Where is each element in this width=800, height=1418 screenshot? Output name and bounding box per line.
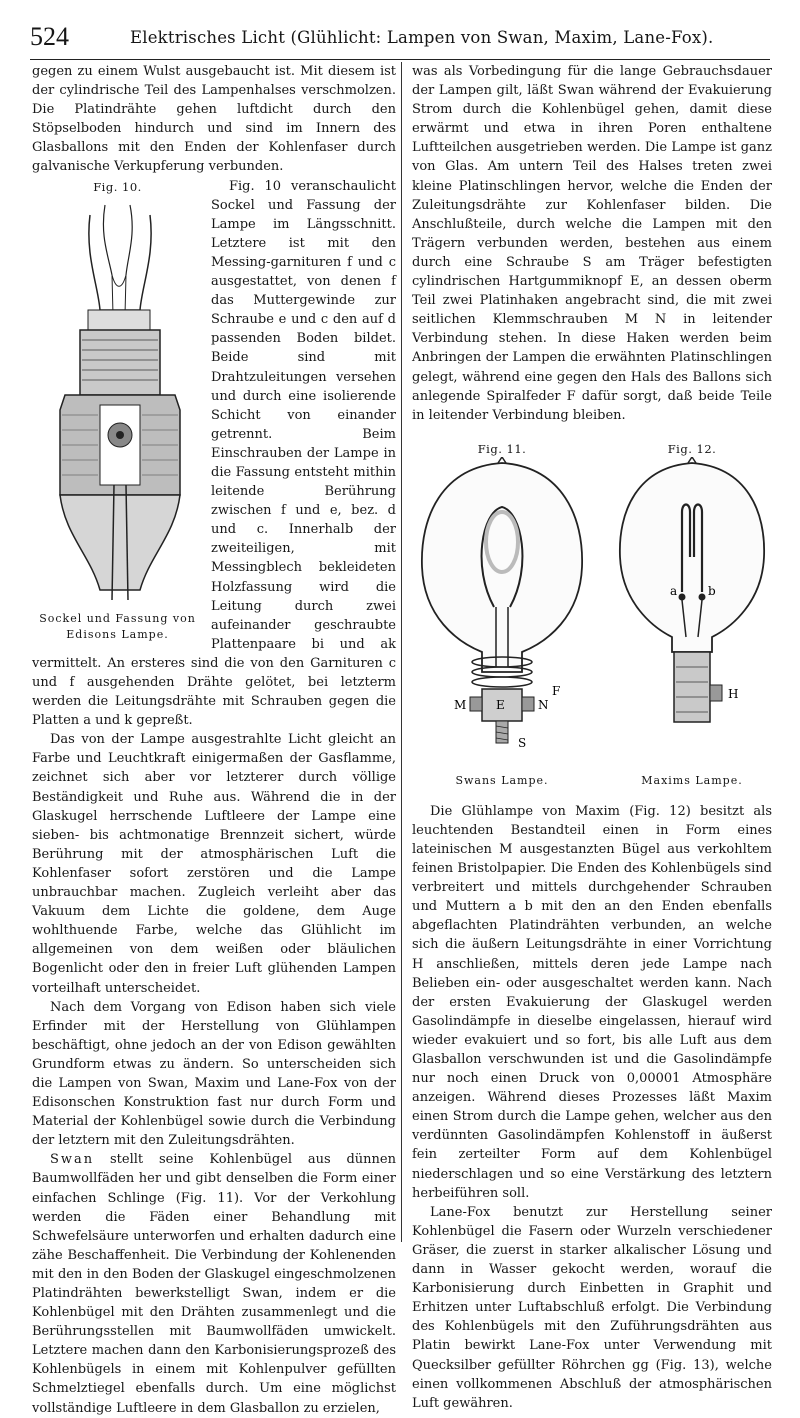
fig12-letter-H: H [728, 686, 739, 701]
right-column [412, 62, 772, 1413]
figure-11-label: Fig. 11. [477, 441, 527, 456]
left-paragraph-3: Das von der Lampe ausgestrahlte Licht gleicht an Farbe und Leuchtkraft einigermaßen der Gasflamme, zeichnet sich aber vor letzterer durch völlige Beständigkeit und Ruhe aus. Während die in der Glaskugel herrschende Luftleere der Lampe eine sieben- bis achtmonatige Brennzeit sichert, würde Berührung mit der atmosphärischen Luft die Kohlenfaser sofort zerstören und die Lampe unbrauchbar machen. Zugleich verleiht aber das Vakuum dem Lichte die goldene, dem Auge wohlthuende Farbe, welche das Glühlicht im allgemeinen von dem weißen oder bläulichen Bogenlicht oder den in freier Luft glühenden Lampen vorteilhaft unterscheidet. [32, 732, 396, 996]
fig11-letter-M: M [454, 697, 467, 712]
header-rule [30, 59, 770, 60]
left-paragraph-4: Nach dem Vorgang von Edison haben sich viele Erfinder mit der Herstellung von Glühlampen beschäftigt, ohne jedoch an der von Edison gewählten Grundform etwas zu ändern. So unterscheiden sich die Lampen von Swan, Maxim und Lane-Fox von der Edisonschen Konstruktion fast nur durch Form und Material der Kohlenbügel sowie durch die Verbindung der letztern mit den Zuleitungsdrähten. [32, 999, 396, 1149]
fig12-letter-b: b [708, 583, 716, 598]
figure-12 [612, 441, 772, 796]
figure-10-caption: Sockel und Fassung von Edisons Lampe. [39, 611, 196, 641]
swan-name: Swan [50, 1152, 95, 1168]
figure-10-illustration [30, 195, 205, 605]
column-divider [401, 62, 402, 1242]
figure-11 [412, 441, 592, 796]
figure-11-illustration [412, 457, 592, 767]
left-column [32, 62, 396, 1418]
right-paragraph-3: Lane-Fox benutzt zur Herstellung seiner Kohlenbügel die Fasern oder Wurzeln verschiedener Gräser, die zuerst in starker alkalischer Lösung und dann in Wasser gekocht werden, worauf die Karbonisierung durch Einbetten in Graphit und Erhitzen unter Luftabschluß erfolgt. Die Verbindung des Kohlenbügels mit den Zuführungsdrähten aus Platin bewirkt Lane-Fox unter Verwendung mit Quecksilber gefüllter Röhrchen gg (Fig. 13), welche einen vollkommenen Abschluß der atmosphärischen Luft gewähren. [412, 1204, 772, 1411]
figure-12-illustration [612, 457, 772, 767]
left-paragraph-1: gegen zu einem Wulst ausgebaucht ist. Mit diesem ist der cylindrische Teil des Lampenhalses verschmolzen. Die Platindrähte gehen luftdicht durch den Stöpselboden hindurch und sind im Innern des Glasballons mit den Enden der Kohlenfaser durch galvanische Verkupferung verbunden. [32, 64, 396, 175]
fig11-letter-E: E [496, 697, 505, 712]
figures-11-12 [412, 441, 772, 796]
page-number: 524 [30, 22, 69, 51]
fig12-letter-a: a [670, 583, 678, 598]
figure-12-caption: Maxims Lampe. [641, 773, 743, 787]
figure-10 [30, 179, 205, 651]
fig11-letter-F: F [552, 683, 561, 698]
fig11-letter-N: N [538, 697, 549, 712]
left-paragraph-2: Fig. 10 veranschaulicht Sockel und Fassung der Lampe im Längsschnitt. Letztere ist mit den Messing-garnituren f und c ausgestattet, von denen f das Muttergewinde zur Schraube e und c den auf d passenden Boden bildet. Beide sind mit Drahtzuleitungen versehen und durch eine isolierende Schicht von einander getrennt. Beim Einschrauben der Lampe in die Fassung entsteht mithin leitende Berührung zwischen f und e, bez. d und c. Innerhalb der zweiteiligen, mit Messingblech bekleideten Holzfassung wird die Leitung durch zwei aufeinander geschraubte Plattenpaare bi und ak vermittelt. An ersteres sind die von den Garnituren c und f ausgehenden Drähte gelötet, bei letzterm werden die Leitungsdrähte mit Schrauben gegen die Platten a und k gepreßt. [32, 178, 396, 729]
figure-12-label: Fig. 12. [667, 441, 717, 456]
fig11-letter-S: S [518, 735, 527, 750]
figure-11-caption: Swans Lampe. [455, 773, 549, 787]
figure-10-label: Fig. 10. [93, 179, 142, 194]
right-paragraph-1: was als Vorbedingung für die lange Gebrauchsdauer der Lampen gilt, läßt Swan während der Evakuierung Strom durch die Kohlenbügel gehen, damit diese erwärmt und etwa in ihren Poren enthaltene Luftteilchen ausgetrieben werden. Die Lampe ist ganz von Glas. Am untern Teil des Halses treten zwei kleine Platinschlingen hervor, welche die Enden der Zuleitungsdrähte zur Kohlenfaser bilden. Die Anschlußteile, durch welche die Lampen mit den Trägern verbunden werden, bestehen aus einem durch eine Schraube S am Träger befestigten cylindrischen Hartgummiknopf E, an dessen oberm Teil zwei Platinhaken angebracht sind, die mit zwei seitlichen Klemmschrauben M N in leitender Verbindung stehen. In diese Haken werden beim Anbringen der Lampen die erwähnten Platinschlingen gelegt, während eine gegen den Hals des Ballons sich anlegende Spiralfeder F dafür sorgt, daß beide Teile in leitender Verbindung bleiben. [412, 64, 772, 423]
left-paragraph-5-text: stellt seine Kohlenbügel aus dünnen Baumwollfäden her und gibt denselben die Form einer einfachen Schlinge (Fig. 11). Vor der Verkohlung werden die Fäden einer Behandlung mit Schwefelsäure unterworfen und erhalten dadurch eine zähe Beschaffenheit. Die Verbindung der Kohlenenden mit den in den Boden der Glaskugel eingeschmolzenen Platindrähten bewerkstelligt Swan, indem er die Kohlenbügel mit den Drähten zusammenlegt und die Berührungsstellen mit Baumwollfäden umwickelt. Letztere machen dann den Karbonisierungsprozeß des Kohlenbügels in einem mit Kohlenpulver gefüllten Schmelztiegel ebenfalls durch. Um eine möglichst vollständige Luftleere in dem Glasballon zu erzielen, [32, 1152, 396, 1416]
left-paragraph-5 [32, 1150, 396, 1417]
right-paragraph-2: Die Glühlampe von Maxim (Fig. 12) besitzt als leuchtenden Bestandteil einen in Form eines lateinischen M ausgestanzten Bügel aus verkohltem feinen Bristolpapier. Die Enden des Kohlenbügels sind verbreitert und mittels durchgehender Schrauben und Muttern a b mit den an den Enden ebenfalls abgeflachten Platindrähten verbunden, an welche sich die äußern Leitungsdrähte in einer Vorrichtung H anschließen, mittels deren jede Lampe nach Belieben ein- oder ausgeschaltet werden kann. Nach der ersten Evakuierung der Glaskugel werden Gasolindämpfe in dieselbe eingelassen, hierauf wird wieder evakuiert und so fort, bis alle Luft aus dem Glasballon verschwunden ist und die Gasolindämpfe nur noch einen Druck von 0,00001 Atmosphäre anzeigen. Während dieses Prozesses läßt Maxim einen Strom durch die Lampe gehen, welcher aus den verdünnten Gasolindämpfen Kohlenstoff in äußerst fein zerteilter Form auf dem Kohlenbügel niederschlagen und so eine Verstärkung des letztern herbeiführen soll. [412, 803, 772, 1201]
running-title: Elektrisches Licht (Glühlicht: Lampen von Swan, Maxim, Lane-Fox). [130, 28, 714, 47]
page-header [30, 22, 770, 56]
